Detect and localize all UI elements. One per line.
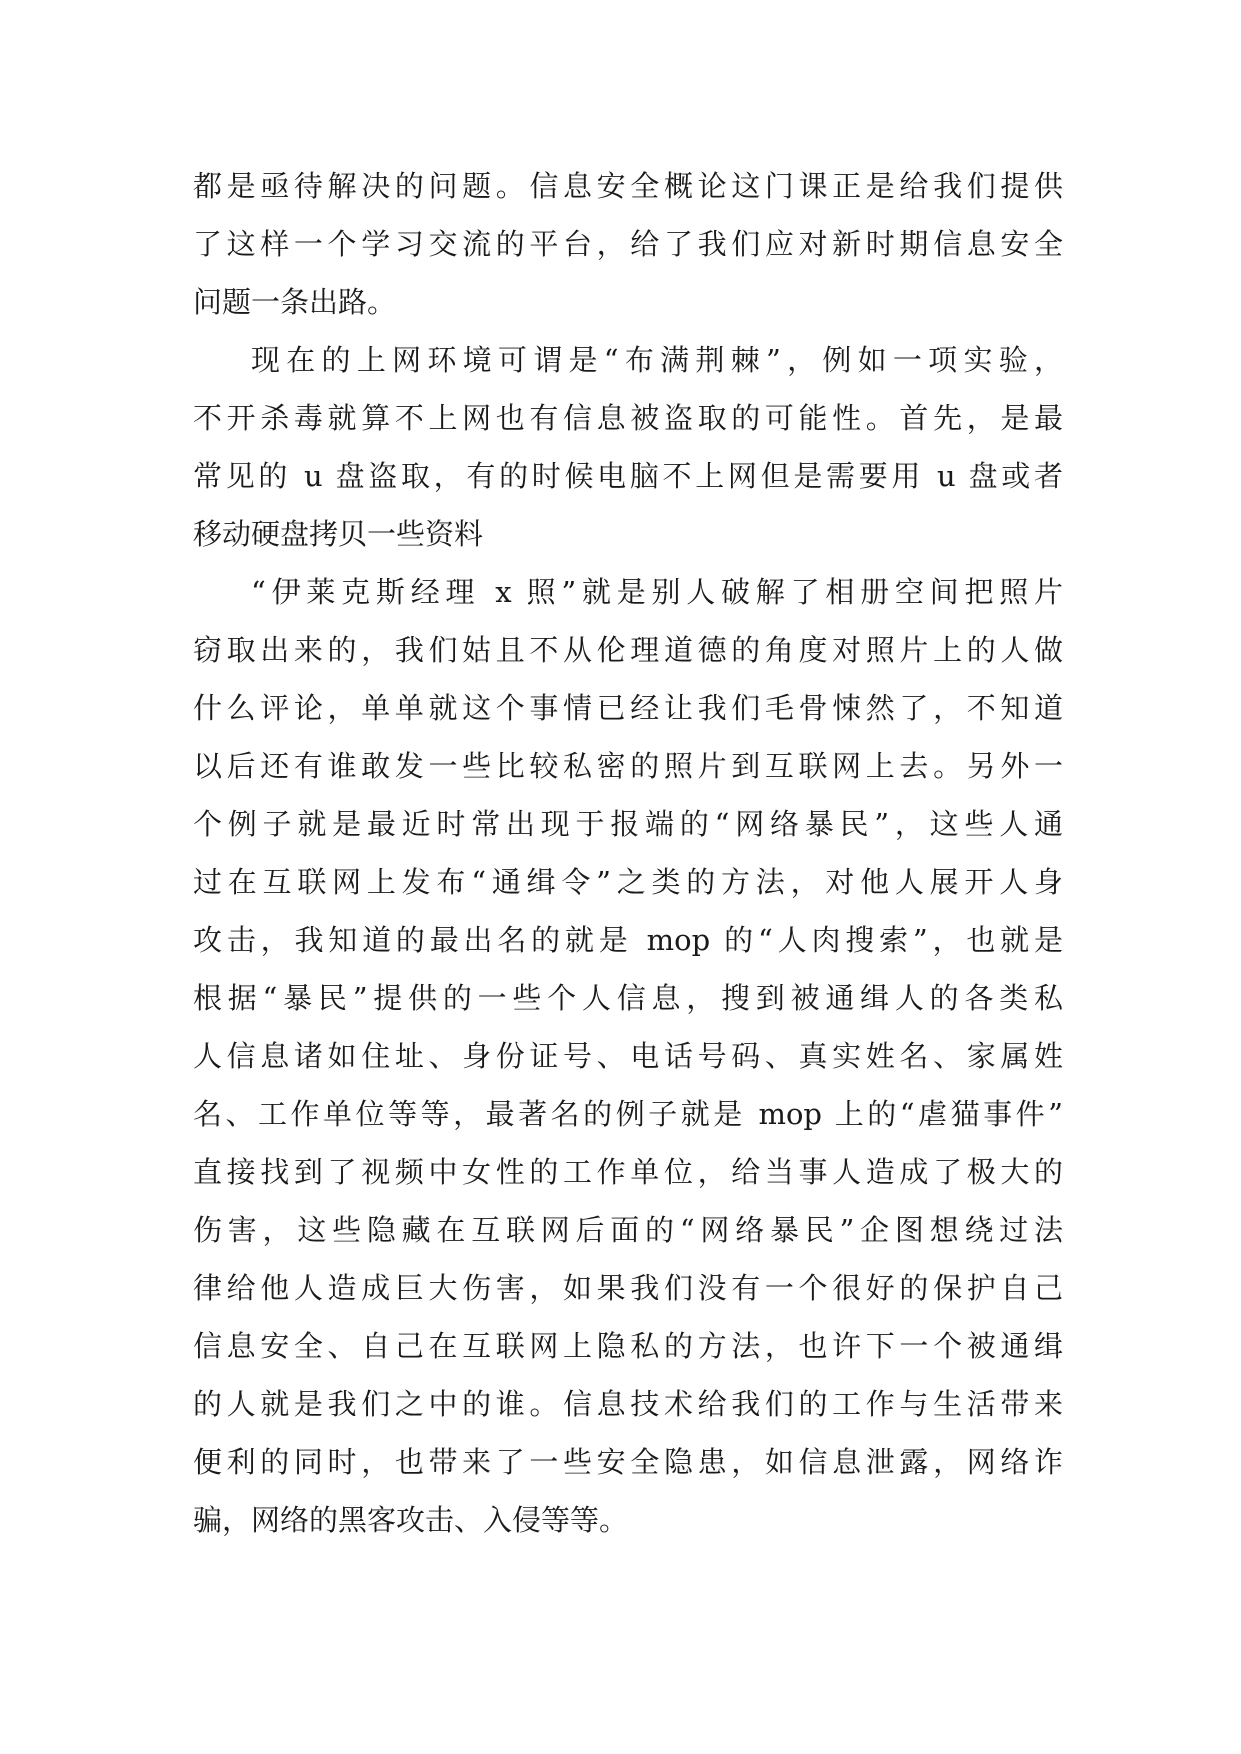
text-line: 窃取出来的，我们姑且不从伦理道德的角度对照片上的人做: [193, 633, 1063, 667]
text-line: 过在互联网上发布“通缉令”之类的方法，对他人展开人身: [193, 865, 1063, 899]
text-line: 了这样一个学习交流的平台，给了我们应对新时期信息安全: [193, 227, 1063, 261]
text-line: 的人就是我们之中的谁。信息技术给我们的工作与生活带来: [193, 1387, 1063, 1421]
paragraph-3: [193, 563, 1063, 1549]
text-line: 个例子就是最近时常出现于报端的“网络暴民”，这些人通: [193, 807, 1063, 841]
text-line: 现在的上网环境可谓是“布满荆棘”，例如一项实验，: [251, 343, 1063, 377]
text-line: 移动硬盘拷贝一些资料: [193, 517, 484, 551]
body-text: [193, 157, 1063, 1549]
text-line: 人信息诸如住址、身份证号、电话号码、真实姓名、家属姓: [193, 1039, 1063, 1073]
text-line: 问题一条出路。: [193, 285, 397, 319]
text-line: 信息安全、自己在互联网上隐私的方法，也许下一个被通缉: [193, 1329, 1063, 1363]
text-line: 伤害，这些隐藏在互联网后面的“网络暴民”企图想绕过法: [193, 1213, 1063, 1247]
text-line: 名、工作单位等等，最著名的例子就是 mop 上的“虐猫事件”: [193, 1097, 1063, 1131]
text-line: 根据“暴民”提供的一些个人信息，搜到被通缉人的各类私: [193, 981, 1063, 1015]
text-line: 什么评论，单单就这个事情已经让我们毛骨悚然了，不知道: [193, 691, 1063, 725]
text-line: 以后还有谁敢发一些比较私密的照片到互联网上去。另外一: [193, 749, 1063, 783]
paragraph-1: [193, 157, 1063, 331]
text-line: 便利的同时，也带来了一些安全隐患，如信息泄露，网络诈: [193, 1445, 1063, 1479]
text-line: 律给他人造成巨大伤害，如果我们没有一个很好的保护自己: [193, 1271, 1063, 1305]
text-line: “伊莱克斯经理 x 照”就是别人破解了相册空间把照片: [251, 575, 1063, 609]
paragraph-2: [193, 331, 1063, 563]
text-line: 不开杀毒就算不上网也有信息被盗取的可能性。首先，是最: [193, 401, 1063, 435]
text-line: 直接找到了视频中女性的工作单位，给当事人造成了极大的: [193, 1155, 1063, 1189]
text-line: 常见的 u 盘盗取，有的时候电脑不上网但是需要用 u 盘或者: [193, 459, 1063, 493]
text-line: 骗，网络的黑客攻击、入侵等等。: [193, 1503, 629, 1537]
text-line: 攻击，我知道的最出名的就是 mop 的“人肉搜索”，也就是: [193, 923, 1063, 957]
text-line: 都是亟待解决的问题。信息安全概论这门课正是给我们提供: [193, 169, 1063, 203]
